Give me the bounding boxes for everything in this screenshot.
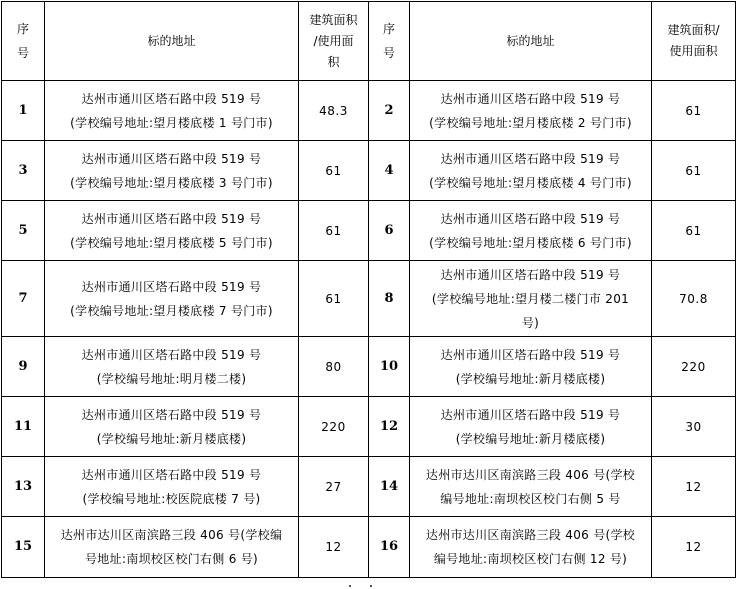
address-cell — [410, 81, 652, 141]
address-cell — [45, 261, 299, 337]
header-area-line: 建筑面积/ — [667, 23, 720, 37]
header-index-char-b: 号 — [16, 46, 29, 60]
address-line: 达州市通川区塔石路中段 519 号 — [81, 151, 262, 166]
area-cell: 61 — [652, 81, 736, 141]
address-cell — [410, 397, 652, 457]
row-index-cell: 7 — [2, 261, 45, 337]
row-index-cell: 16 — [369, 517, 410, 578]
header-area-cell — [299, 2, 369, 81]
address-line: (学校编号地址:新月楼底楼) — [455, 371, 606, 386]
address-line: (学校编号地址:明月楼二楼) — [96, 371, 247, 386]
table-row — [2, 337, 736, 397]
area-cell: 12 — [652, 457, 736, 517]
address-line: 达州市通川区塔石路中段 519 号 — [440, 91, 621, 106]
area-cell: 70.8 — [652, 261, 736, 337]
address-line: 号地址:南坝校区校门右侧 6 号) — [84, 552, 259, 566]
address-line: 达州市通川区塔石路中段 519 号 — [81, 347, 262, 362]
address-line: 达州市达川区南滨路三段 406 号(学校编 — [60, 528, 283, 542]
address-line: (学校编号地址:望月楼底楼 1 号门市) — [70, 115, 273, 130]
row-index-cell: 12 — [369, 397, 410, 457]
header-index-cell-right — [369, 2, 410, 81]
header-address-cell: 标的地址 — [45, 2, 299, 81]
row-index-cell: 1 — [2, 81, 45, 141]
address-line: (学校编号地址:望月楼底楼 7 号门市) — [70, 303, 273, 318]
address-cell — [45, 337, 299, 397]
area-cell: 12 — [299, 517, 369, 578]
property-listing-table — [1, 1, 736, 578]
row-index-cell: 6 — [369, 201, 410, 261]
address-line: 达州市通川区塔石路中段 519 号 — [440, 347, 621, 362]
area-cell: 61 — [299, 141, 369, 201]
address-line: (学校编号地址:望月楼底楼 4 号门市) — [429, 175, 632, 190]
address-cell — [45, 517, 299, 578]
area-cell: 30 — [652, 397, 736, 457]
header-area-line: /使用面 — [313, 33, 354, 48]
address-line: 达州市通川区塔石路中段 519 号 — [81, 407, 262, 422]
address-line: (学校编号地址:望月楼底楼 5 号门市) — [70, 235, 273, 250]
row-index-cell: 10 — [369, 337, 410, 397]
address-line: 达州市通川区塔石路中段 519 号 — [81, 211, 262, 226]
row-index-cell: 11 — [2, 397, 45, 457]
area-cell: 61 — [652, 141, 736, 201]
table-row — [2, 201, 736, 261]
address-line: 达州市通川区塔石路中段 519 号 — [440, 267, 621, 282]
table-row — [2, 457, 736, 517]
address-cell — [45, 201, 299, 261]
address-line: (学校编号地址:望月楼底楼 3 号门市) — [70, 175, 273, 190]
address-cell — [45, 81, 299, 141]
table-body — [2, 81, 736, 578]
area-cell: 61 — [299, 261, 369, 337]
table-row — [2, 517, 736, 578]
address-line: 号) — [521, 315, 540, 330]
address-line: (学校编号地址:望月楼底楼 2 号门市) — [429, 115, 632, 130]
header-area-line: 建筑面积 — [309, 12, 358, 27]
row-index-cell: 2 — [369, 81, 410, 141]
address-cell — [45, 141, 299, 201]
header-area-line: 使用面积 — [669, 44, 718, 58]
address-line: (学校编号地址:新月楼底楼) — [455, 431, 606, 446]
page-edge-marks — [0, 584, 737, 589]
area-cell: 220 — [652, 337, 736, 397]
table-row — [2, 81, 736, 141]
area-cell: 61 — [299, 201, 369, 261]
header-address-cell-right: 标的地址 — [410, 2, 652, 81]
row-index-cell: 3 — [2, 141, 45, 201]
address-cell — [45, 397, 299, 457]
address-line: 编号地址:南坝校区校门右侧 5 号 — [440, 491, 621, 506]
address-cell — [410, 141, 652, 201]
row-index-cell: 4 — [369, 141, 410, 201]
area-cell: 220 — [299, 397, 369, 457]
area-cell: 12 — [652, 517, 736, 578]
address-line: 达州市通川区塔石路中段 519 号 — [81, 279, 262, 294]
row-index-cell: 8 — [369, 261, 410, 337]
address-line: 达州市通川区塔石路中段 519 号 — [440, 407, 621, 422]
address-line: (学校编号地址:望月楼底楼 6 号门市) — [429, 235, 632, 250]
address-line: (学校编号地址:校医院底楼 7 号) — [82, 491, 261, 506]
area-cell: 27 — [299, 457, 369, 517]
area-cell: 48.3 — [299, 81, 369, 141]
address-cell — [45, 457, 299, 517]
header-index-cell — [2, 2, 45, 81]
address-line: 达州市达川区南滨路三段 406 号(学校 — [425, 467, 636, 482]
table-row — [2, 397, 736, 457]
address-cell — [410, 201, 652, 261]
row-index-cell: 13 — [2, 457, 45, 517]
area-cell: 61 — [652, 201, 736, 261]
row-index-cell: 5 — [2, 201, 45, 261]
address-line: 达州市通川区塔石路中段 519 号 — [81, 91, 262, 106]
row-index-cell: 15 — [2, 517, 45, 578]
area-cell: 80 — [299, 337, 369, 397]
address-line: 达州市通川区塔石路中段 519 号 — [440, 211, 621, 226]
header-area-cell-right — [652, 2, 736, 81]
address-cell — [410, 337, 652, 397]
address-line: 编号地址:南坝校区校门右侧 12 号) — [433, 552, 628, 566]
address-cell — [410, 261, 652, 337]
header-index-char-b: 号 — [382, 46, 395, 60]
address-line: 达州市通川区塔石路中段 519 号 — [440, 151, 621, 166]
address-line: 达州市达川区南滨路三段 406 号(学校 — [425, 528, 636, 542]
header-index-char-a: 序 — [382, 22, 395, 36]
row-index-cell: 9 — [2, 337, 45, 397]
table-row — [2, 141, 736, 201]
address-cell — [410, 517, 652, 578]
address-line: 达州市通川区塔石路中段 519 号 — [81, 467, 262, 482]
table-row — [2, 261, 736, 337]
header-index-char-a: 序 — [16, 22, 29, 36]
header-area-line: 积 — [327, 54, 340, 69]
table-header-row — [2, 2, 736, 81]
address-cell — [410, 457, 652, 517]
row-index-cell: 14 — [369, 457, 410, 517]
address-line: (学校编号地址:新月楼底楼) — [96, 431, 247, 446]
address-line: (学校编号地址:望月楼二楼门市 201 — [431, 291, 630, 306]
